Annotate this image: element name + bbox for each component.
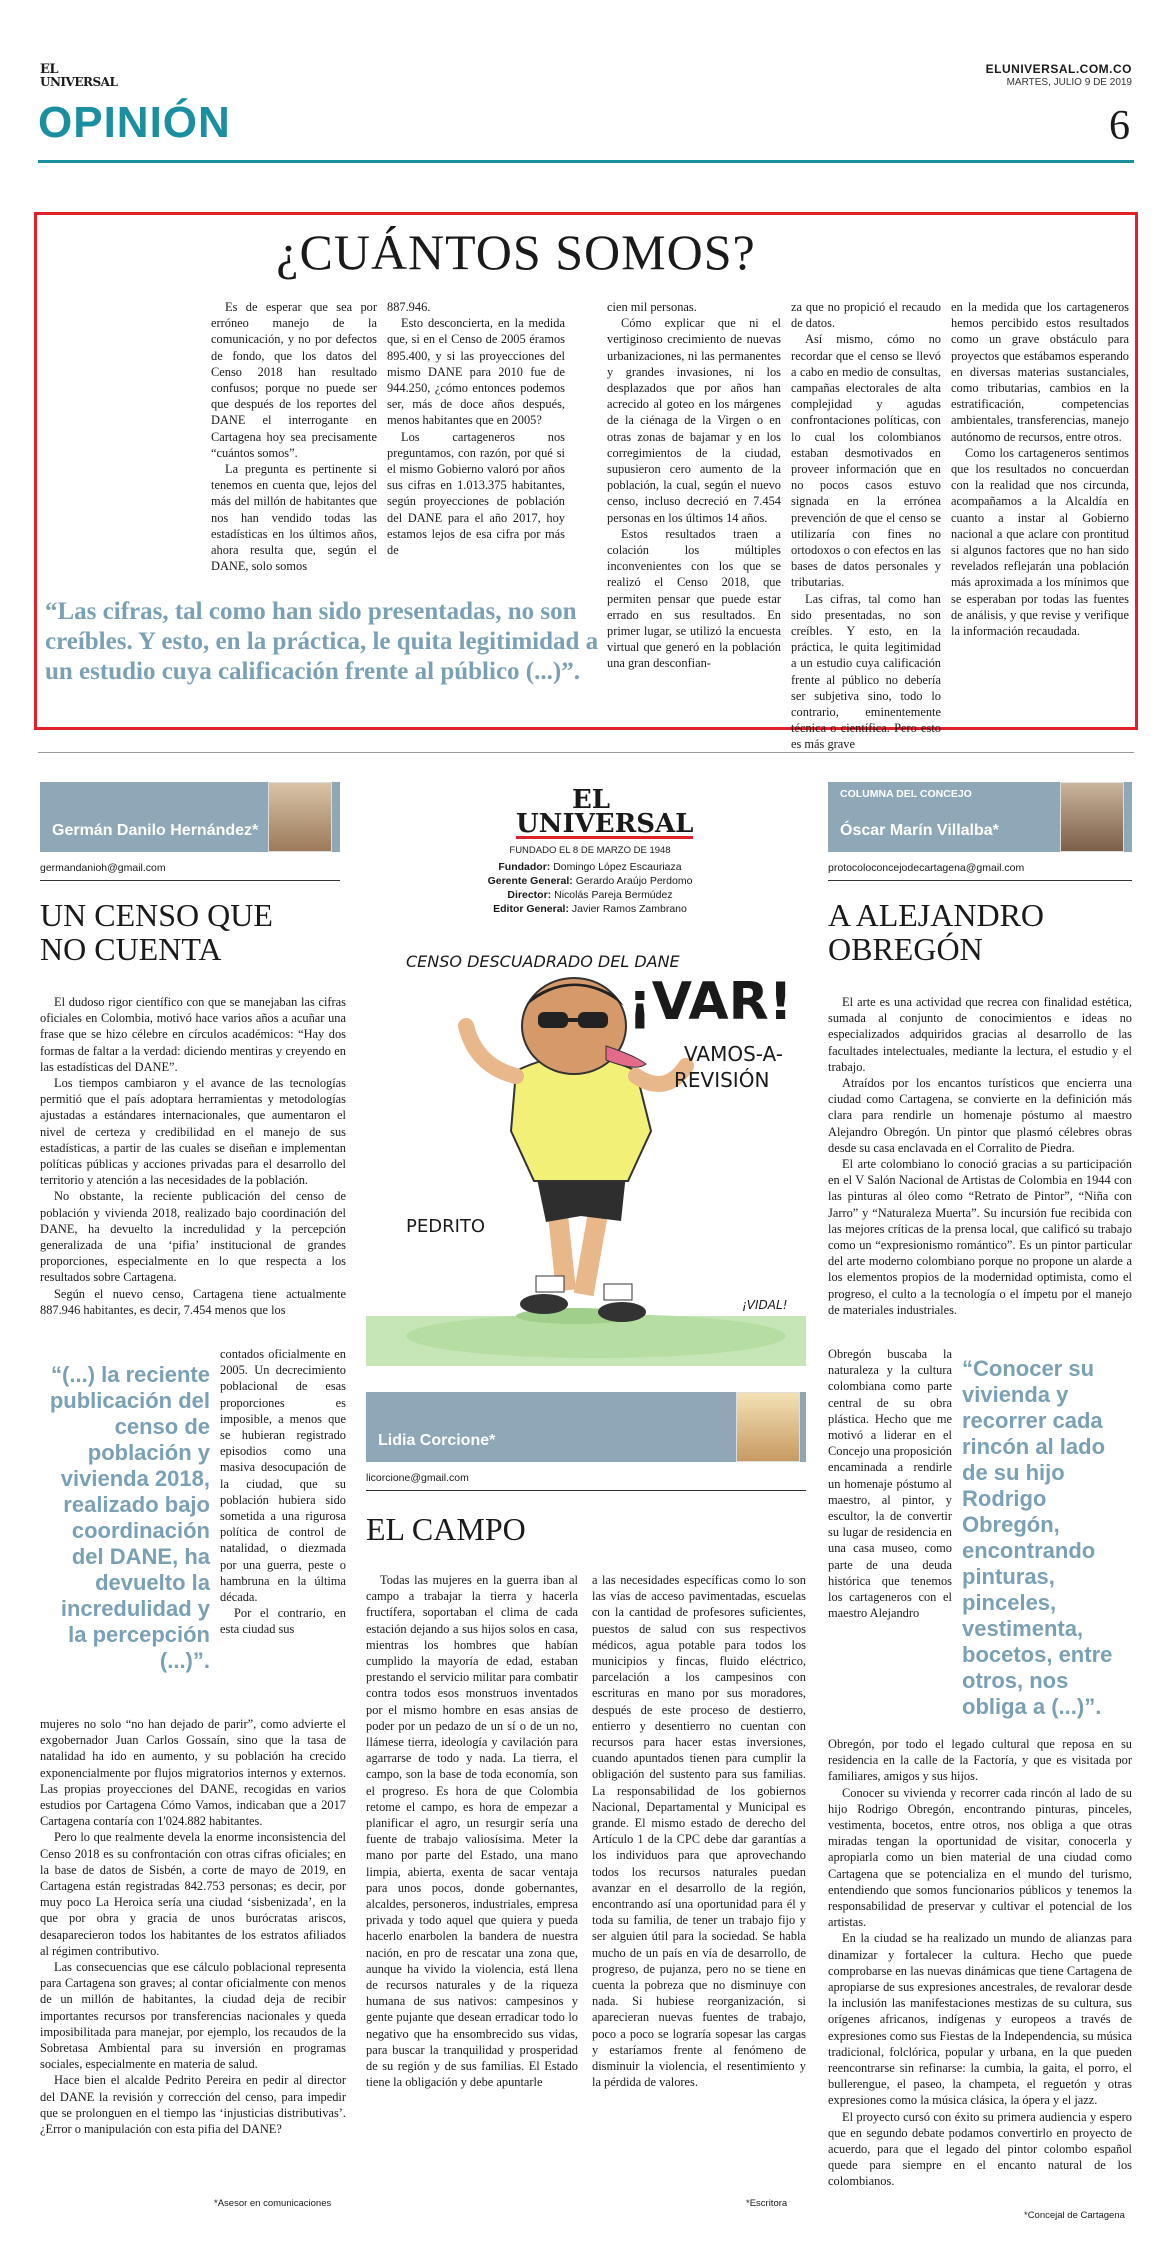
center-logo xyxy=(516,785,694,839)
editorial-col-2 xyxy=(387,299,565,558)
article-body-bottom xyxy=(828,1736,1132,2190)
left-rule xyxy=(40,880,340,881)
title-line: UN CENSO QUE xyxy=(40,897,273,933)
paragraph: Atraídos por los encantos turísticos que encierra una ciudad como Cartagena, se convierte en la definición más clara para rendirle un homenaje póstumo al maestro Alejandro Obregón. Un pintor que plasmó célebres obras desde su casa enclavada en el Corralito de Piedra. xyxy=(828,1076,1132,1155)
paragraph: contados oficialmente en 2005. Un decrecimiento poblacional de esas proporciones es imposible, a menos que se hubieran registrado episodios como una masiva desocupación de la ciudad, que su población hubiera sido sometida a una rigurosa política de control de natalidad, o diezmada por una guerra, peste o hambruna en la última década. xyxy=(220,1347,346,1605)
top-rule xyxy=(38,160,1134,163)
paragraph: Las consecuencias que ese cálculo poblacional representa para Cartagena son graves; al contar oficialmente con menos de un millón de habitantes, la ciudad deja de recibir importantes recursos por transferencias nacionales y queda imposibilitada para manejar, por ejemplo, los recaudos de la Sobretasa Ambiental para su inversión en programas sociales, especialmente en materia de salud. xyxy=(40,1960,346,2072)
staff-row: Gerente General: Gerardo Araújo Perdomo xyxy=(487,875,693,887)
editorial-box xyxy=(34,212,1138,752)
logo-line2: UNIVERSAL xyxy=(40,75,118,89)
center-rule xyxy=(366,1490,806,1491)
cartoon-var: ¡VAR! xyxy=(628,972,793,1032)
staff-box xyxy=(450,860,730,916)
newspaper-logo xyxy=(40,64,117,88)
paragraph: Hace bien el alcalde Pedrito Pereira en pedir al director del DANE la revisión y corrección del censo, para impedir que se prolonguen en el tiempo las ‘injusticias distributivas’. ¿Error o manipulación con esta pifia del DANE? xyxy=(40,2073,346,2137)
paragraph: El arte colombiano lo conoció gracias a su participación en el V Salón Nacional de Artistas de Colombia en 1944 con las pinturas al óleo como “Retrato de Pintor”, “Niña con Jarro” y “Naturaleza Muerta”. Su incursión fue recibida con las mejores críticas de la prensa local, que calificó su trabajo como un “expresionismo romántico”. Es un pintor particular del arte moderno colombiano porque no propone un alarde a los elementos propios de la modernidad optimista, como el progreso, el culto a la tecnología o el ímpetu por el manejo de materiales industriales. xyxy=(828,1157,1132,1317)
editorial-col-4 xyxy=(791,299,941,753)
article-title: EL CAMPO xyxy=(366,1511,526,1547)
logo-line2: UNIVERSAL xyxy=(516,809,694,839)
paragraph: Las cifras, tal como han sido presentadas, no son creíbles. Y esto, en la práctica, le quita legitimidad a un estudio cuya calificación frente al público no debería ser subjetiva sino, todo lo contrario, eminentemente técnica o científica. Pero esto es más grave xyxy=(791,591,941,752)
paragraph: cien mil personas. xyxy=(607,300,697,314)
title-line: OBREGÓN xyxy=(828,931,983,967)
logo-line1: EL xyxy=(40,62,59,77)
cartoon-title: CENSO DESCUADRADO DEL DANE xyxy=(406,952,680,971)
article-body-top xyxy=(40,994,346,1318)
right-rule xyxy=(828,880,1132,881)
section-title: OPINIÓN xyxy=(38,98,231,147)
pull-quote: “Conocer su vivienda y recorrer cada rincón al lado de su hijo Rodrigo Obregón, encontrando pinturas, pinceles, vestimenta, bocetos, entre otros, nos obliga a (...)”. xyxy=(962,1356,1113,1719)
author-email[interactable]: protocoloconcejodecartagena@gmail.com xyxy=(828,862,1025,874)
paragraph: Por el contrario, en esta ciudad sus xyxy=(220,1606,346,1637)
title-line: A ALEJANDRO xyxy=(828,897,1045,933)
issue-date: MARTES, JULIO 9 DE 2019 xyxy=(1006,77,1132,88)
paragraph: En la ciudad se ha realizado un mundo de alianzas para dinamizar y fortalecer la cultura. Hecho que puede comprobarse en las nuevas dinámicas que tiene Cartagena de apropiarse de sus expresiones ancestrales, de revalorar desde la inclusión las manifestaciones mestizas de su cultura, sus orígenes africanos, indígenas y europeos a través de expresiones como sus Fiestas de la Independencia, su música tradicional, folclórica, popular y urbana, en la que pueden reencontrarse sin refinarse: la cumbia, la gaita, el porro, el bullerengue, el paseo, la champeta, el reguetón y otras expresiones como la música clásica, la ópera y el jazz. xyxy=(828,1931,1132,2108)
cartoon-signature: ¡VIDAL! xyxy=(742,1298,788,1312)
author-email[interactable]: licorcione@gmail.com xyxy=(366,1472,469,1484)
page-number: 6 xyxy=(1109,103,1130,149)
staff-row: Director: Nicolás Pareja Bermúdez xyxy=(507,889,673,901)
author-bar-center xyxy=(366,1392,806,1462)
paragraph: Obregón, por todo el legado cultural que reposa en su residencia en la calle de la Factoría, y que es visitada por familiares, amigos y sus hijos. xyxy=(828,1737,1132,1784)
paragraph: Pero lo que realmente devela la enorme inconsistencia del Censo 2018 es su confrontación con otras cifras oficiales; en la base de datos de Sisbén, a corte de mayo de 2019, en Cartagena están registradas 842.753 personas; es decir, por muy poco La Heroica sería una ciudad ‘sisbenizada’, en la que por obra y gracia de unos burócratas ariscos, desaparecieron todos los habitantes de los estratos afiliados al régimen contributivo. xyxy=(40,1830,346,1958)
cartoon xyxy=(366,946,806,1366)
paragraph: La pregunta es pertinente si tenemos en cuenta que, lejos del más del millón de habitantes que nos han vendido todas las estadísticas en los últimos años, ahora resulta que, según el DANE, solo somos xyxy=(211,462,377,574)
paragraph: 887.946. xyxy=(387,300,431,314)
paragraph: Es de esperar que sea por erróneo manejo de la comunicación, y no por defectos de fondo, que los datos del Censo 2018 han resultado confusos; porque no puede ser que después de los reportes del DANE el interrogante en Cartagena hoy sea precisamente “cuántos somos”. xyxy=(211,300,377,460)
editorial-col-1 xyxy=(211,299,377,574)
paragraph: Así mismo, cómo no recordar que el censo se llevó a cabo en medio de consultas, campañas electorales de alta complejidad y agudas confrontaciones políticas, con lo cual los colombianos estaban desmotivados en proveer información que en no pocos casos estuvo signada en la errónea prevención de que el censo se utilizaría con fines no ortodoxos o con efectos en las bases de datos personales y tributarias. xyxy=(791,332,941,590)
author-footnote: *Asesor en comunicaciones xyxy=(214,2198,332,2209)
author-photo xyxy=(736,1392,800,1462)
author-name: Óscar Marín Villalba* xyxy=(840,822,999,839)
title-line: NO CUENTA xyxy=(40,931,222,967)
editorial-pull-quote: “Las cifras, tal como han sido presentadas, no son creíbles. Y esto, en la práctica, le quita legitimidad a un estudio cuya calificación frente al público (...)”. xyxy=(45,598,599,685)
paragraph: Todas las mujeres en la guerra iban al campo a trabajar la tierra y hacerla fructífera, soportaban el clima de cada estación dejando a sus hijos solos en casa, mientras los hombres que habían cumplido la mayoría de edad, estaban prestando el servicio militar para combatir contra todos esos monstruos inventados por el mismo hombre en esas ansias de poder por un pedazo de un sí o de un no, llámese tierra, ideología y cavilación para agarrarse de todo y nada. La tierra, el campo, son la base de toda economía, son el progreso. Es hora de que Colombia retome el campo, es hora de empezar a planificar el agro, un resurgir sería una fuente de trabajo valiosísima. Meter la mano por parte del Estado, una mano limpia, abierta, exenta de sacar ventaja para unos pocos, donde gobernantes, alcaldes, personeros, industriales, empresa privada y todo aquel que quiera y pueda hacerlo enarbolen la bandera de nuestra nación, en pro de rescatar una zona que, aunque ha vivido la violencia, está llena de recursos naturales y de la riqueza humana de sus nativos: campesinos y gente pujante que desean erradicar todo lo negativo que ha ensombrecido sus vidas, para buscar la tranquilidad y prosperidad de su región y de sus familias. El Estado tiene la obligación y debe apuntarle xyxy=(366,1573,578,2090)
staff-row: Fundador: Domingo López Escauriaza xyxy=(498,861,682,873)
paragraph: mujeres no solo “no han dejado de parir”, como advierte el exgobernador Juan Carlos Gossaín, sino que la tasa de natalidad ha ido en aumento, y su población ha crecido exponencialmente por flujos migratorios internos y externos. Las propias proyecciones del DANE, recogidas en varios estudios por Cartagena Cómo Vamos, indicaban que a 2017 Cartagena contaría con 1'024.882 habitantes. xyxy=(40,1717,346,1829)
section-divider xyxy=(38,752,1134,753)
author-name: Germán Danilo Hernández* xyxy=(52,822,259,839)
article-body-narrow xyxy=(220,1346,346,1638)
author-bar-left xyxy=(40,782,340,852)
paragraph: El arte es una actividad que recrea con finalidad estética, sumada al conjunto de conocimientos e ideas no especializados adquiridos gracias al desarrollo de las facultades intelectuales, mediante la lectura, el estudio y el trabajo. xyxy=(828,995,1132,1074)
editorial-col-5 xyxy=(951,299,1129,639)
paragraph: Conocer su vivienda y recorrer cada rincón al lado de su hijo Rodrigo Obregón, encontrando pinturas, pinceles, vestimenta, bocetos, entre otros, nos obliga a que otras miradas tengan la oportunidad de visitar, conocerla y apropiarla como un bien material de una ciudad como Cartagena que se potencializa en el mundo del turismo, entendiendo que somos funcionarios públicos y tenemos la responsabilidad de preservar y cultivar el potencial de los artistas. xyxy=(828,1785,1132,1930)
author-email[interactable]: germandanioh@gmail.com xyxy=(40,862,166,874)
site-url: ELUNIVERSAL.COM.CO xyxy=(985,62,1132,76)
editorial-title: ¿CUÁNTOS SOMOS? xyxy=(276,224,756,280)
paragraph: en la medida que los cartageneros hemos percibido estos resultados como un grave obstáculo para proyectos que estábamos esperando en diversas materias sustanciales, como tributarias, cambios en la estratificación, competencias ambientales, transferencias, manejo autónomo de recursos, entre otros. xyxy=(951,300,1129,444)
paragraph: No obstante, la reciente publicación del censo de población y vivienda 2018, realizado bajo coordinación del DANE, ha devuelto la incredulidad y la percepción generalizada de una ‘pifia’ institucional de grandes proporciones, especialmente en lo que respecta a los resultados sobre Cartagena. xyxy=(40,1189,346,1285)
author-name: Lidia Corcione* xyxy=(378,1432,496,1449)
pull-quote: “(...) la reciente publicación del censo de población y vivienda 2018, realizado bajo coordinación del DANE, ha devuelto la incredulidad y la percepción (...)”. xyxy=(49,1362,210,1673)
paragraph: Obregón buscaba la naturaleza y la cultura colombiana como parte central de su obra plástica. Hecho que me motivó a liderar en el Concejo una proposición encaminada a rendirle un homenaje póstumo al maestro, al pintor, y escultor, la de convertir su lugar de residencia en una casa museo, como parte de una deuda histórica que tenemos los cartageneros con el maestro Alejandro xyxy=(828,1347,952,1621)
article-col-2 xyxy=(592,1572,806,2091)
paragraph: a las necesidades específicas como lo son las vías de acceso pavimentadas, escuelas con la cantidad de profesores suficientes, puestos de salud con sus respectivos médicos, agua potable para todos los municipios y fincas, fluido eléctrico, parcelación a los campesinos con escrituras en mano por sus moradores, después de este proceso de destierro, entierro y desentierro no cuentan con recursos para hacer estas inversiones, cuando apuntados tienen para cumplir la obligación del sustento para sus familias. La responsabilidad de los gobiernos Nacional, Departamental y Municipal es grande. El mismo estado de derecho del Artículo 1 de la CPC debe dar garantías a los individuos para que aprovechando todos los recursos naturales puedan avanzar en el desarrollo de la región, encontrando así una oportunidad para él y toda su familia, de tener un trabajo fijo y ser alguien útil para la sociedad. Se habla mucho de un país en vía de desarrollo, de progreso, de pujanza, pero no se tiene en cuenta la pobreza que no disminuye con nada. Si hubiese reorganización, si aparecieran nuevas fuentes de trabajo, poco a poco se lograría sopesar las cargas y estaríamos frente al fenómeno de disminuir la violencia, el resentimiento y la pérdida de valores. xyxy=(592,1573,806,2090)
article-body-narrow xyxy=(828,1346,952,1621)
cartoon-label: PEDRITO xyxy=(406,1216,486,1237)
paragraph: za que no propició el recaudo de datos. xyxy=(791,300,941,331)
article-title xyxy=(828,898,1132,966)
paragraph: El dudoso rigor científico con que se manejaban las cifras oficiales en Colombia, motivó hace varios años a acuñar una frase que se hizo célebre en círculos académicos: “Hay dos formas de faltar a la verdad: diciendo mentiras y creyendo en las estadísticas del DANE”. xyxy=(40,995,346,1074)
author-footnote: *Escritora xyxy=(746,2198,788,2209)
cartoon-sub2: REVISIÓN xyxy=(674,1068,770,1092)
cartoon-sub1: VAMOS-A- xyxy=(684,1042,784,1066)
author-bar-right xyxy=(828,782,1132,852)
founded-line: FUNDADO EL 8 DE MARZO DE 1948 xyxy=(509,845,671,856)
paragraph: Cómo explicar que ni el vertiginoso crecimiento de nuevas urbanizaciones, ni las permanentes y grandes invasiones, ni los desplazados que por años han acrecido al goteo en los márgenes de la ciénaga de la Virgen o en otras zonas de bajamar y en los corregimientos de la ciudad, supusieron cero aumento de la población, la cual, según el nuevo censo, incluso decreció en 7.454 personas en los últimos 14 años. xyxy=(607,316,781,525)
author-photo xyxy=(268,782,332,852)
paragraph: Esto desconcierta, en la medida que, si en el Censo de 2005 éramos 895.400, y si las proyecciones del mismo DANE para 2010 fue de 944.250, ¿cómo entonces podemos ser, más de doce años después, menos habitantes que en 2005? xyxy=(387,316,565,428)
editorial-col-3 xyxy=(607,299,781,672)
column-label: COLUMNA DEL CONCEJO xyxy=(840,788,972,800)
paragraph: El proyecto cursó con éxito su primera audiencia y espero que en segundo debate podamos convertirlo en proyecto de acuerdo, para que el legado del pintor colombo español quede para siempre en el encanto natural de los colombianos. xyxy=(828,2109,1132,2189)
paragraph: Los cartageneros nos preguntamos, con razón, por qué si el mismo Gobierno valoró por años sus cifras en 1.013.375 habitantes, según proyecciones de población del DANE para el año 2017, hoy estamos lejos de esa cifra por más de xyxy=(387,429,565,558)
paragraph: Los tiempos cambiaron y el avance de las tecnologías permitió que el país adoptara herramientas y metodologías ajustadas a estándares internacionales, que aumentaron el nivel de certeza y credibilidad en el manejo de sus estadísticas, a partir de las cuales se diseñan e implementan políticas públicas y acciones privadas para el desarrollo del territorio y atención a las necesidades de la población. xyxy=(40,1076,346,1188)
author-footnote: *Concejal de Cartagena xyxy=(1024,2210,1125,2221)
paragraph: Estos resultados traen a colación los múltiples inconvenientes con los que se realizó el Censo 2018, que permiten pensar que puede estar errado en sus resultados. En primer lugar, se utilizó la encuesta virtual que generó en la población una gran desconfian- xyxy=(607,526,781,671)
masthead-info xyxy=(986,62,1132,90)
staff-row: Editor General: Javier Ramos Zambrano xyxy=(493,903,687,915)
article-title xyxy=(40,898,360,966)
logo-line1: EL xyxy=(571,785,611,815)
article-body-bottom xyxy=(40,1716,346,2137)
paragraph: Según el nuevo censo, Cartagena tiene actualmente 887.946 habitantes, es decir, 7.454 menos que los xyxy=(40,1286,346,1317)
article-col-1 xyxy=(366,1572,578,2091)
author-photo xyxy=(1060,782,1124,852)
article-body-top xyxy=(828,994,1132,1318)
paragraph: Como los cartageneros sentimos que los resultados no concuerdan con la realidad que nos circunda, acompañamos a la Alcaldía en cuanto a instar al Gobierno nacional a que aclare con prontitud si algunos factores que no han sido revelados reflejarán una población más aproximada a los mínimos que se esperaban por todas las fuentes de análisis, y que revise y verifique la información recaudada. xyxy=(951,445,1129,639)
